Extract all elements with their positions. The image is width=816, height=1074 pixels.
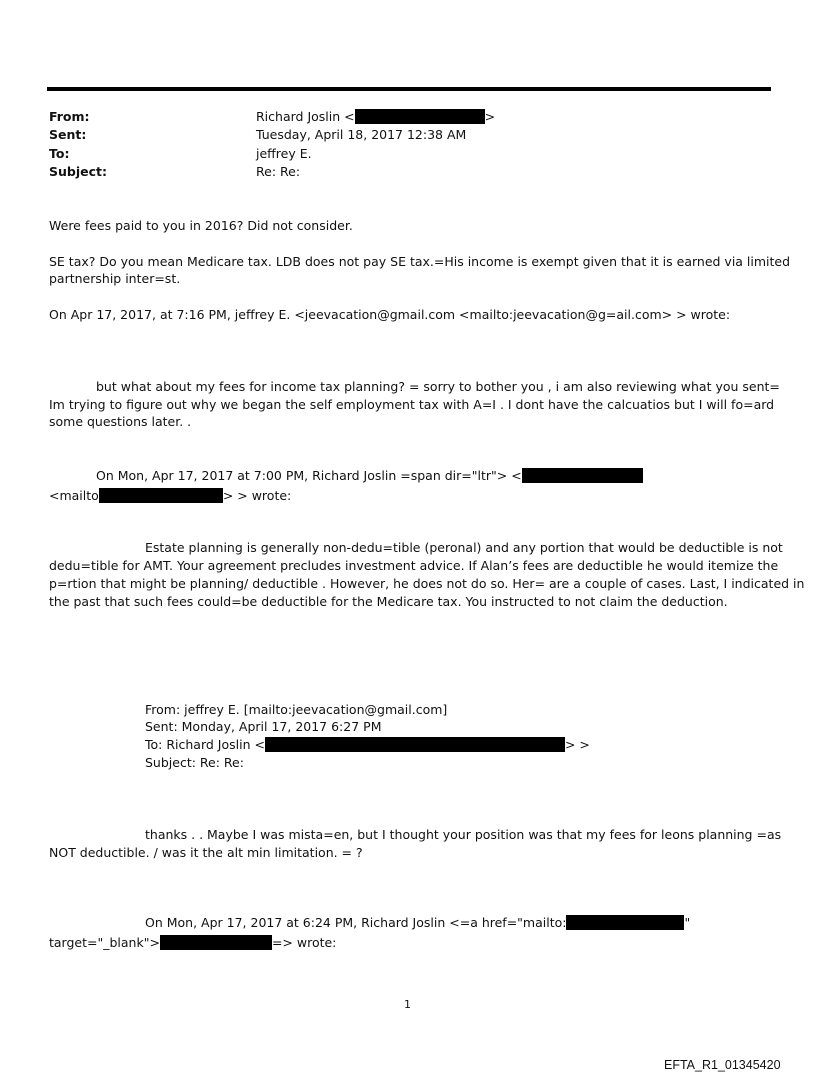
quote2-line-3: p=rtion that might be planning/ deductible . However, he does not do so. Her= are a couple of cases. Last, I indicated in: [49, 576, 805, 591]
attribution-text: > > wrote:: [222, 488, 292, 503]
inner-to-suffix: > >: [564, 737, 590, 752]
inner-from: From: jeffrey E. [mailto:jeevacation@gmail.com]: [145, 702, 448, 717]
inner-to: [145, 736, 590, 753]
inner-sent: Sent: Monday, April 17, 2017 6:27 PM: [145, 719, 382, 734]
redaction-box: [355, 109, 485, 124]
quote-attribution-1: On Apr 17, 2017, at 7:16 PM, jeffrey E. <jeevacation@gmail.com <mailto:jeevacation@g=ail.com> > wrote:: [49, 307, 731, 322]
sent-value: Tuesday, April 18, 2017 12:38 AM: [256, 127, 467, 142]
inner-to-prefix: To: Richard Joslin <: [145, 737, 265, 752]
attribution-text: On Mon, Apr 17, 2017 at 6:24 PM, Richard Joslin <=a href="mailto:: [145, 915, 567, 930]
quote1-line-2: Im trying to figure out why we began the self employment tax with A=I . I dont have the calcuatios but I will fo=ard: [49, 397, 775, 412]
reply-paragraph-1: Were fees paid to you in 2016? Did not consider.: [49, 218, 353, 233]
to-label: To:: [49, 146, 70, 161]
reply-paragraph-2-line-2: partnership inter=st.: [49, 271, 181, 286]
redaction-box: [160, 935, 272, 950]
attribution-text: ": [684, 915, 691, 930]
to-value: jeffrey E.: [256, 146, 312, 161]
quote-attribution-3-line-1: [145, 914, 690, 931]
redaction-box: [522, 468, 643, 483]
sent-label: Sent:: [49, 127, 87, 142]
quote1-line-1: but what about my fees for income tax planning? = sorry to bother you , i am also reviewing what you sent=: [96, 379, 780, 394]
subject-label: Subject:: [49, 164, 107, 179]
attribution-text: <mailto: [49, 488, 99, 503]
document-id: EFTA_R1_01345420: [664, 1058, 781, 1072]
header-rule: [47, 87, 771, 91]
page-number: 1: [404, 998, 411, 1011]
attribution-text: target="_blank">: [49, 935, 160, 950]
reply-paragraph-2-line-1: SE tax? Do you mean Medicare tax. LDB does not pay SE tax.=His income is exempt given that it is earned via limited: [49, 254, 791, 269]
quote2-line-1: Estate planning is generally non-dedu=tible (peronal) and any portion that would be deductible is not: [145, 540, 783, 555]
from-value-prefix: Richard Joslin <: [256, 109, 355, 124]
redaction-box: [566, 915, 684, 930]
redaction-box: [265, 737, 565, 752]
quote1-line-3: some questions later. .: [49, 414, 192, 429]
inner-subject: Subject: Re: Re:: [145, 755, 244, 770]
from-label: From:: [49, 109, 90, 124]
redaction-box: [99, 488, 223, 503]
quote2-line-4: the past that such fees could=be deductible for the Medicare tax. You instructed to not claim the deduction.: [49, 594, 728, 609]
quote2-line-2: dedu=tible for AMT. Your agreement precludes investment advice. If Alan’s fees are deductible he would itemize the: [49, 558, 779, 573]
quote-attribution-2-line-1: [96, 467, 643, 484]
quote3-line-2: NOT deductible. / was it the alt min limitation. = ?: [49, 845, 363, 860]
quote-attribution-2-line-2: [49, 487, 291, 504]
quote3-line-1: thanks . . Maybe I was mista=en, but I thought your position was that my fees for leons planning =as: [145, 827, 782, 842]
attribution-text: On Mon, Apr 17, 2017 at 7:00 PM, Richard Joslin =span dir="ltr"> <: [96, 468, 522, 483]
subject-value: Re: Re:: [256, 164, 301, 179]
from-value: [256, 108, 495, 125]
from-value-suffix: >: [484, 109, 496, 124]
attribution-text: => wrote:: [271, 935, 337, 950]
quote-attribution-3-line-2: [49, 934, 336, 951]
